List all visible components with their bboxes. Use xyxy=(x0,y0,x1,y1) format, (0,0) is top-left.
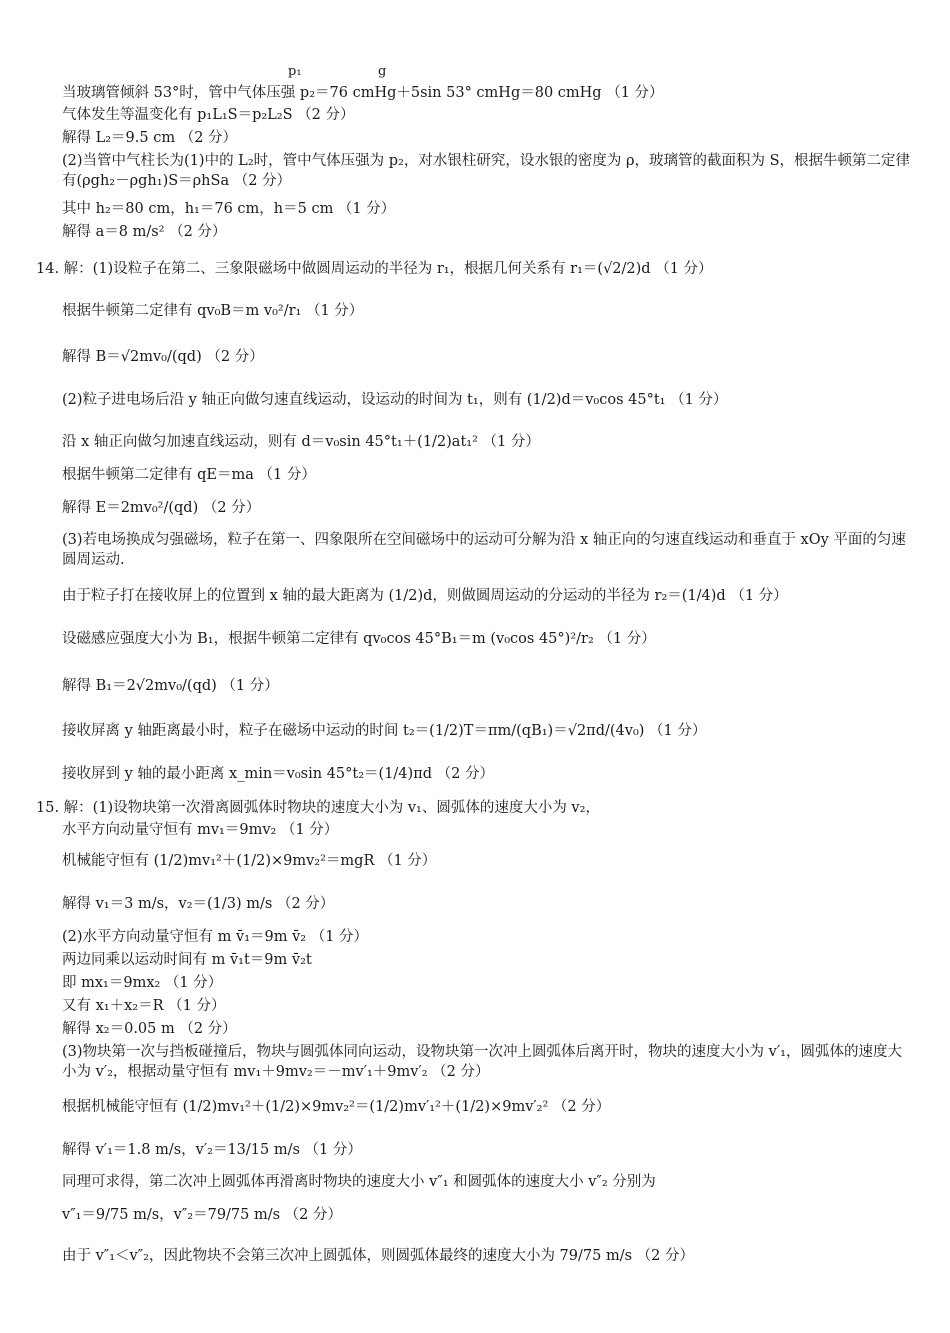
text-line: 解得 v′₁＝1.8 m/s，v′₂＝13/15 m/s （1 分） xyxy=(62,1142,362,1158)
text-line: 解得 E＝2mv₀²/(qd) （2 分） xyxy=(62,500,261,516)
text-line: 解得 B＝√2mv₀/(qd) （2 分） xyxy=(62,349,264,365)
text-line: 解得 B₁＝2√2mv₀/(qd) （1 分） xyxy=(62,678,279,694)
text-line: 接收屏离 y 轴距离最小时，粒子在磁场中运动的时间 t₂＝(1/2)T＝πm/(qB₁)＝√2πd/(4v₀) （1 分） xyxy=(62,723,707,739)
text-line: 机械能守恒有 (1/2)mv₁²＋(1/2)×9mv₂²＝mgR （1 分） xyxy=(62,853,437,869)
fragment-g: g xyxy=(378,64,387,79)
text-line: (2)粒子进电场后沿 y 轴正向做匀速直线运动，设运动的时间为 t₁，则有 (1/2)d＝v₀cos 45°t₁ （1 分） xyxy=(62,392,728,408)
text-line: (2)当管中气柱长为(1)中的 L₂时，管中气体压强为 p₂，对水银柱研究，设水银的密度为 ρ，玻璃管的截面积为 S，根据牛顿第二定律有(ρgh₂－ρgh₁)S＝ρhSa （2 分） xyxy=(62,153,911,189)
text-line: 两边同乘以运动时间有 m v̄₁t＝9m v̄₂t xyxy=(62,952,312,968)
fragment-p1: p₁ xyxy=(288,64,302,79)
text-line: 解得 v₁＝3 m/s，v₂＝(1/3) m/s （2 分） xyxy=(62,896,335,912)
text-line: 又有 x₁＋x₂＝R （1 分） xyxy=(62,998,226,1014)
text-line: 解得 a＝8 m/s² （2 分） xyxy=(62,224,227,240)
text-line: 接收屏到 y 轴的最小距离 x_min＝v₀sin 45°t₂＝(1/4)πd （2 分） xyxy=(62,766,494,782)
text-line: 即 mx₁＝9mx₂ （1 分） xyxy=(62,975,223,991)
text-line: (2)水平方向动量守恒有 m v̄₁＝9m v̄₂ （1 分） xyxy=(62,929,369,945)
text-line: 其中 h₂＝80 cm，h₁＝76 cm，h＝5 cm （1 分） xyxy=(62,201,396,217)
text-line: 设磁感应强度大小为 B₁，根据牛顿第二定律有 qv₀cos 45°B₁＝m (v₀cos 45°)²/r₂ （1 分） xyxy=(62,631,656,647)
text-line: 解得 L₂＝9.5 cm （2 分） xyxy=(62,130,238,146)
question-14-heading: 14. 解：(1)设粒子在第二、三象限磁场中做圆周运动的半径为 r₁，根据几何关系有 r₁＝(√2/2)d （1 分） xyxy=(36,261,713,277)
text-line: 根据牛顿第二定律有 qv₀B＝m v₀²/r₁ （1 分） xyxy=(62,303,364,319)
text-line: 根据机械能守恒有 (1/2)mv₁²＋(1/2)×9mv₂²＝(1/2)mv′₁²＋(1/2)×9mv′₂² （2 分） xyxy=(62,1099,611,1115)
question-15-heading: 15. 解：(1)设物块第一次滑离圆弧体时物块的速度大小为 v₁、圆弧体的速度大小为 v₂， xyxy=(36,800,600,816)
text-line: (3)若电场换成匀强磁场，粒子在第一、四象限所在空间磁场中的运动可分解为沿 x 轴正向的匀速直线运动和垂直于 xOy 平面的匀速圆周运动. xyxy=(62,532,906,568)
text-line: 同理可求得，第二次冲上圆弧体再滑离时物块的速度大小 v″₁ 和圆弧体的速度大小 v″₂ 分别为 xyxy=(62,1174,656,1190)
text-line: 解得 x₂＝0.05 m （2 分） xyxy=(62,1021,237,1037)
text-line: 气体发生等温变化有 p₁L₁S＝p₂L₂S （2 分） xyxy=(62,107,355,123)
text-line: 当玻璃管倾斜 53°时，管中气体压强 p₂＝76 cmHg＋5sin 53° cmHg＝80 cmHg （1 分） xyxy=(62,85,664,101)
text-line: 沿 x 轴正向做匀加速直线运动，则有 d＝v₀sin 45°t₁＋(1/2)at₁² （1 分） xyxy=(62,434,540,450)
text-line: 根据牛顿第二定律有 qE＝ma （1 分） xyxy=(62,467,316,483)
text-line: (3)物块第一次与挡板碰撞后，物块与圆弧体同向运动，设物块第一次冲上圆弧体后离开时，物块的速度大小为 v′₁，圆弧体的速度大小为 v′₂，根据动量守恒有 mv₁＋9mv₂＝－mv′₁＋9mv′₂ （2 分） xyxy=(62,1044,902,1080)
text-line: v″₁＝9/75 m/s，v″₂＝79/75 m/s （2 分） xyxy=(62,1207,343,1223)
text-line: 由于 v″₁＜v″₂，因此物块不会第三次冲上圆弧体，则圆弧体最终的速度大小为 79/75 m/s （2 分） xyxy=(62,1248,694,1264)
text-line: 水平方向动量守恒有 mv₁＝9mv₂ （1 分） xyxy=(62,822,339,838)
text-line: 由于粒子打在接收屏上的位置到 x 轴的最大距离为 (1/2)d，则做圆周运动的分运动的半径为 r₂＝(1/4)d （1 分） xyxy=(62,588,788,604)
